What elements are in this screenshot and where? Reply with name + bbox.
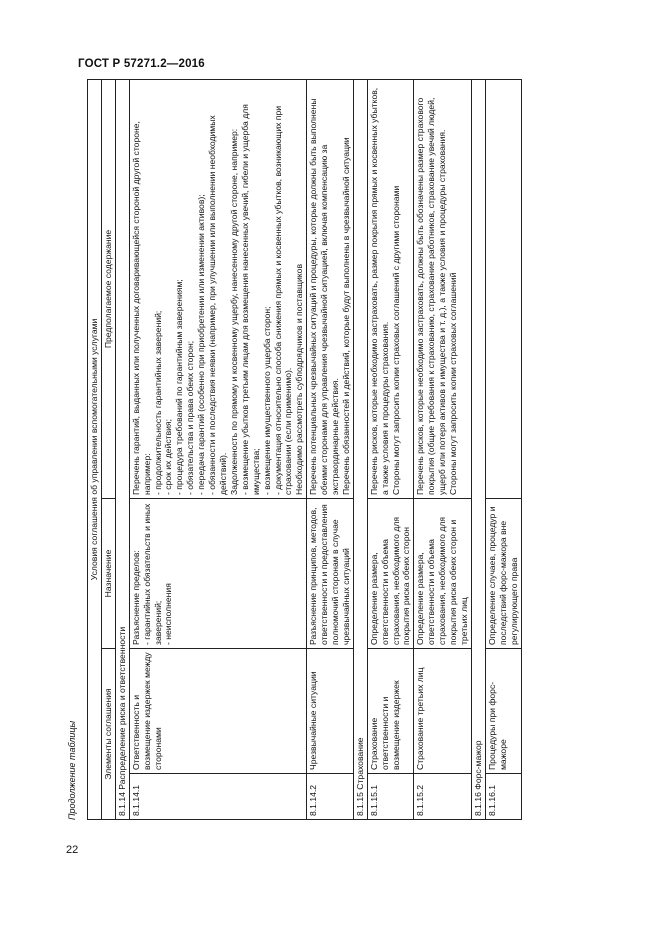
- purpose-line: Разъяснение принципов, методов, ответственности и предоставления полномочий сторонам в случае чрезвычайных ситуаций: [308, 504, 351, 645]
- row-number: 8.1.15.1: [367, 774, 414, 820]
- content-line: Перечень рисков, которые необходимо застраховать, размер покрытия прямых и косвенных убытков, а также условия и процедуры страхования.: [368, 87, 390, 495]
- column-header-content: Предполагаемое содержание: [101, 79, 115, 498]
- table-caption: Продолжение таблицы: [67, 720, 77, 820]
- row-element: Ответственность и возмещение издержек между сторонами: [129, 649, 307, 774]
- content-line: Перечень гарантий, выданных или полученных договаривающейся стороной другой стороне, например:: [130, 121, 152, 495]
- purpose-line: - гарантийных обязательств и иных заверений;: [141, 503, 163, 645]
- page-number: 22: [66, 844, 79, 856]
- row-content: [307, 79, 354, 498]
- row-purpose: [129, 499, 307, 649]
- row-element: Страхование третьих лиц: [414, 649, 472, 774]
- section-row: [353, 79, 367, 819]
- table-body: [115, 79, 521, 819]
- row-number: 8.1.16.1: [485, 774, 521, 820]
- content-line: - срок их действия;: [163, 419, 174, 495]
- row-content: [129, 79, 307, 498]
- content-line: - документация относительно способа снижения прямых и косвенных убытков, возникающих при страховании (если применимо).: [272, 105, 294, 495]
- content-line: - обязанности и последствия неявки (например, при улучшении или выполнении необходимых действий).: [207, 115, 228, 495]
- table-row: [414, 79, 472, 819]
- content-line: - возмещение убытков третьим лицам для возмещения нанесенных увечий, гибели и ущерба для имущества;: [239, 104, 261, 495]
- section-title: 8.1.16 Форс-мажор: [471, 79, 485, 819]
- content-line: Перечень обязанностей и действий, которые будут выполнены в чрезвычайной ситуации: [340, 137, 351, 495]
- row-content: [485, 79, 521, 498]
- row-number: 8.1.14.2: [307, 774, 354, 820]
- purpose-line: Определение размера, ответственности и объема страхования, необходимого для покрытия риска обеих сторон и третьих лиц: [415, 516, 469, 645]
- column-header-elements: Элементы соглашения: [101, 649, 115, 820]
- content-line: - продолжительность гарантийных заверений;: [152, 310, 163, 495]
- row-content: [367, 79, 414, 498]
- content-line: Стороны могут запросить копии страховых соглашений с другими сторонами: [390, 185, 401, 495]
- row-number: 8.1.14.1: [129, 774, 307, 820]
- row-element: Страхование ответственности и возмещение издержек: [367, 649, 414, 774]
- row-purpose: [485, 499, 521, 649]
- document-header: ГОСТ Р 57271.2—2016: [78, 58, 205, 70]
- row-content: [414, 79, 472, 498]
- section-title: 8.1.14 Распределение риска и ответственности: [115, 79, 129, 819]
- table-row: [129, 79, 307, 819]
- row-purpose: [414, 499, 472, 649]
- row-element: Чрезвычайные ситуации: [307, 649, 354, 774]
- content-line: Необходимо рассмотреть субподрядчиков и поставщиков: [294, 263, 305, 495]
- content-line: Перечень рисков, которые необходимо застраховать, должны быть обозначены размер страхового покрытия (общие требования к страхованию, страхование работников, страхование увечий людей, ущерб или потеря активов и имущества и т. д.), а также условия и процедуры страхования.: [415, 97, 448, 495]
- table-row: [307, 79, 354, 819]
- row-element: Процедуры при форс-мажоре: [485, 649, 521, 774]
- content-line: - возмещение имущественного ущерба сторон;: [261, 306, 272, 495]
- row-purpose: [367, 499, 414, 649]
- purpose-line: Определение размера, ответственности и объема страхования, необходимого для покрытия риска обеих сторон: [368, 516, 412, 645]
- table-row: [367, 79, 414, 819]
- content-line: - процедура требований по гарантийным заверениям;: [174, 279, 185, 495]
- purpose-line: Определение случаев, процедур и последствий форс-мажора вне регулирующего права: [486, 506, 519, 645]
- content-line: Перечень потенциальных чрезвычайных ситуаций и процедуры, которые должны быть выполнены обеими сторонами для управления чрезвычайной ситуацией, включая компенсацию за экстраординарные действия.: [308, 98, 341, 495]
- agreement-table: [87, 79, 522, 820]
- column-header-purpose: Назначение: [101, 499, 115, 649]
- table-row: [485, 79, 521, 819]
- purpose-line: Разъяснение пределов:: [130, 550, 141, 645]
- purpose-line: - неисполнения: [163, 583, 174, 645]
- section-row: [115, 79, 129, 819]
- content-line: Стороны могут запросить копии страховых соглашений: [448, 272, 459, 495]
- rotated-table-wrapper: [67, 80, 592, 820]
- content-line: - обязательства и права обеих сторон;: [185, 340, 196, 495]
- section-title: 8.1.15 Страхование: [353, 79, 367, 819]
- content-line: Задолженность по прямому и косвенному ущербу, нанесенному другой стороне, например:: [228, 128, 239, 495]
- section-row: [471, 79, 485, 819]
- table-group-header: Условия соглашения об управлении вспомогательными услугами: [88, 79, 102, 819]
- row-number: 8.1.15.2: [414, 774, 472, 820]
- content-line: - передача гарантий (особенно при приобретении или изменении активов);: [196, 194, 207, 495]
- row-purpose: [307, 499, 354, 649]
